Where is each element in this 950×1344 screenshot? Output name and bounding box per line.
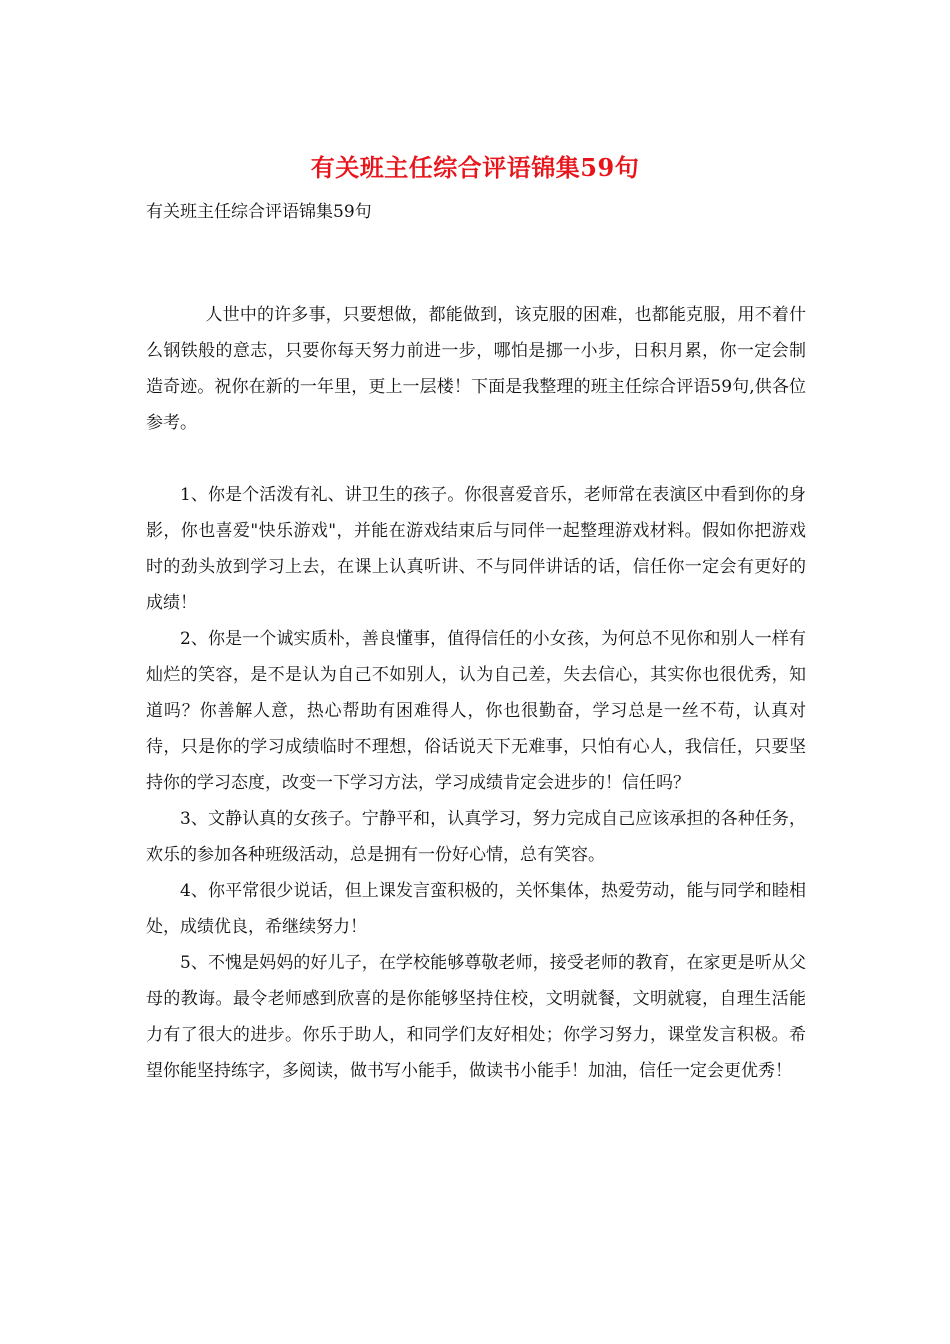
comment-paragraph-5: 5、不愧是妈妈的好儿子，在学校能够尊敬老师，接受老师的教育，在家更是听从父母的教诲。最令老师感到欣喜的是你能够坚持住校，文明就餐，文明就寝，自理生活能力有了很大的进步。你乐于助人，和同学们友好相处；你学习努力，课堂发言积极。希望你能坚持练字，多阅读，做书写小能手，做读书小能手！加油，信任一定会更优秀！ bbox=[146, 953, 806, 1081]
document-body bbox=[146, 297, 806, 1089]
comment-paragraph-2: 2、你是一个诚实质朴，善良懂事，值得信任的小女孩，为何总不见你和别人一样有灿烂的笑容，是不是认为自己不如别人，认为自己差，失去信心，其实你也很优秀，知道吗？你善解人意，热心帮助有困难得人，你也很勤奋，学习总是一丝不苟，认真对待，只是你的学习成绩临时不理想，俗话说天下无难事，只怕有心人，我信任，只要坚持你的学习态度，改变一下学习方法，学习成绩肯定会进步的！信任吗？ bbox=[146, 629, 806, 793]
document-title: 有关班主任综合评语锦集59句 bbox=[310, 153, 640, 182]
comment-paragraph-3: 3、文静认真的女孩子。宁静平和，认真学习，努力完成自己应该承担的各种任务，欢乐的参加各种班级活动，总是拥有一份好心情，总有笑容。 bbox=[146, 809, 806, 865]
comment-paragraph-4: 4、你平常很少说话，但上课发言蛮积极的，关怀集体，热爱劳动，能与同学和睦相处，成绩优良，希继续努力！ bbox=[146, 881, 806, 937]
comment-paragraph-1: 1、你是个活泼有礼、讲卫生的孩子。你很喜爱音乐，老师常在表演区中看到你的身影，你也喜爱"快乐游戏"，并能在游戏结束后与同伴一起整理游戏材料。假如你把游戏时的劲头放到学习上去，在课上认真听讲、不与同伴讲话的话，信任你一定会有更好的成绩！ bbox=[146, 485, 806, 613]
document-subtitle: 有关班主任综合评语锦集59句 bbox=[146, 202, 372, 222]
intro-paragraph: 人世中的许多事，只要想做，都能做到，该克服的困难，也都能克服，用不着什么钢铁般的意志，只要你每天努力前进一步，哪怕是挪一小步，日积月累，你一定会制造奇迹。祝你在新的一年里，更上一层楼！下面是我整理的班主任综合评语59句,供各位参考。 bbox=[146, 305, 806, 433]
